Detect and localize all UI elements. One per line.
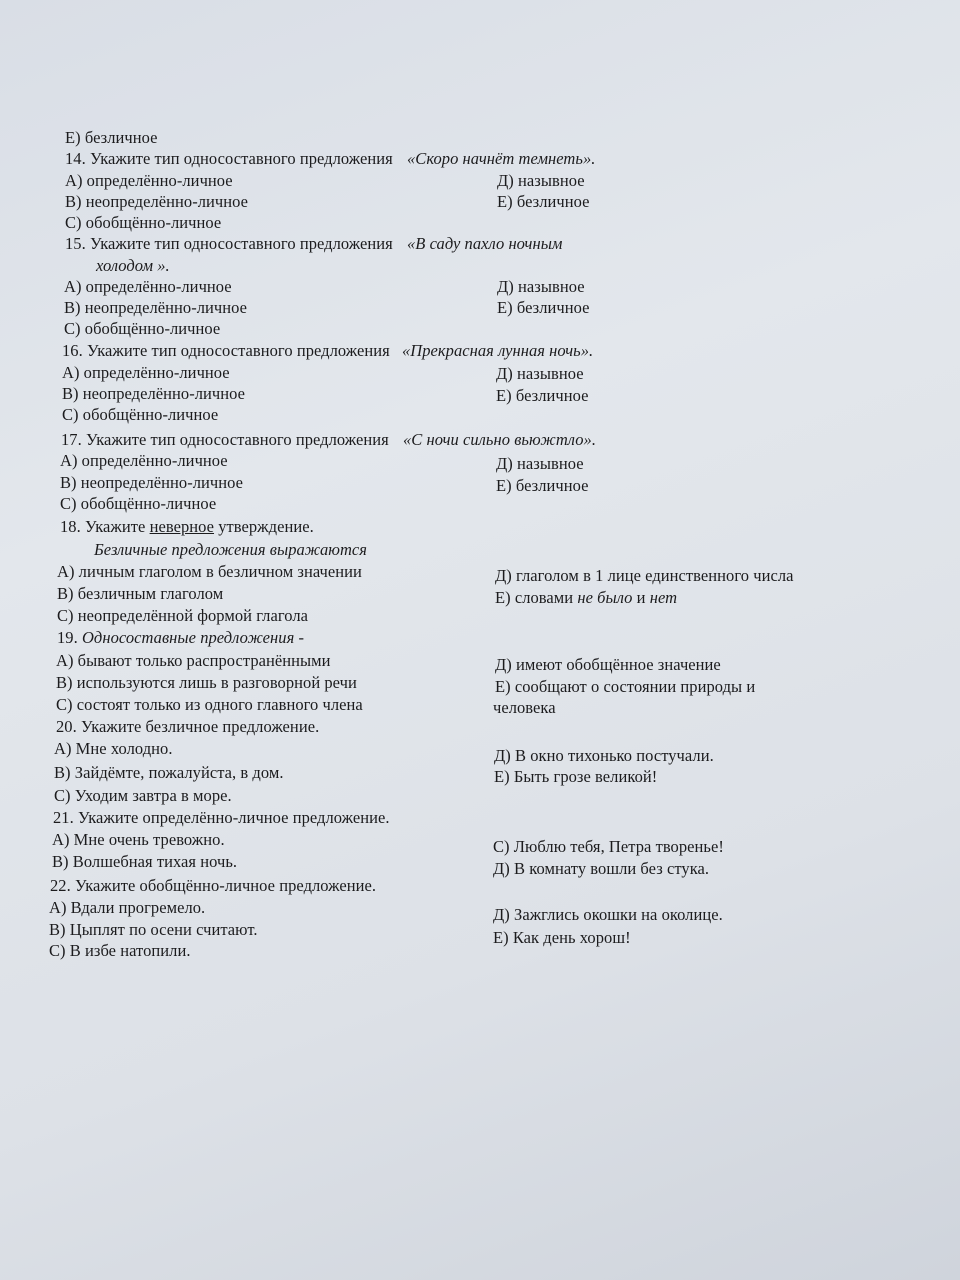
q16-option-c: С) обобщённо-личное [62, 405, 219, 424]
q15-option-c: С) обобщённо-личное [64, 319, 221, 338]
q18-option-e-italic1: не было [577, 588, 633, 607]
q16-option-b: В) неопределённо-личное [62, 384, 246, 403]
q17-option-b: В) неопределённо-личное [60, 473, 244, 492]
q17-option-d: Д) назывное [496, 454, 584, 473]
q18-prompt [60, 517, 314, 537]
q15-prompt [65, 234, 563, 254]
q19-option-e-cont: человека [493, 698, 556, 717]
q14-prompt-text: 14. Укажите тип односоставного предложения [65, 149, 393, 168]
q21-prompt: 21. Укажите определённо-личное предложение. [53, 808, 390, 827]
q22-option-b: В) Цыплят по осени считают. [49, 920, 258, 939]
q22-option-a: А) Вдали прогремело. [49, 898, 206, 917]
q21-option-b: В) Волшебная тихая ночь. [52, 852, 238, 871]
q16-prompt [62, 341, 593, 361]
q19-option-c: С) состоят только из одного главного члена [56, 695, 363, 714]
q15-quote: «В саду пахло ночным [406, 234, 563, 253]
q22-option-d: Д) Зажглись окошки на околице. [493, 905, 723, 924]
q18-prompt-post: утверждение. [218, 517, 314, 536]
q15-option-d: Д) назывное [497, 277, 585, 296]
q19-option-b: В) используются лишь в разговорной речи [56, 673, 357, 692]
q20-prompt: 20. Укажите безличное предложение. [56, 717, 320, 736]
q19-option-e: Е) сообщают о состоянии природы и [495, 677, 756, 696]
q15-quote-cont: холодом ». [96, 256, 170, 275]
q17-quote: «С ночи сильно вьюжтло». [402, 430, 597, 449]
q18-option-b: В) безличным глаголом [57, 584, 224, 603]
q14-quote: «Скоро начнёт темнеть». [406, 149, 596, 168]
q18-option-e [495, 588, 677, 608]
q19-option-d: Д) имеют обобщённое значение [495, 655, 721, 674]
q14-option-a: А) определённо-личное [65, 171, 233, 190]
q20-option-a: А) Мне холодно. [54, 739, 173, 758]
q18-prompt-pre: 18. Укажите [60, 517, 146, 536]
q17-prompt-text: 17. Укажите тип односоставного предложения [61, 430, 389, 449]
q18-option-e-italic2: нет [649, 588, 678, 607]
q18-subtitle: Безличные предложения выражаются [94, 540, 368, 559]
q20-option-c: С) Уходим завтра в море. [54, 786, 232, 805]
q21-option-c: С) Люблю тебя, Петра творенье! [493, 837, 724, 856]
q17-option-c: С) обобщённо-личное [60, 494, 217, 513]
q21-option-a: А) Мне очень тревожно. [52, 830, 225, 849]
q19-option-a: А) бывают только распространёнными [56, 651, 331, 670]
q18-option-d: Д) глаголом в 1 лице единственного числа [495, 566, 794, 585]
q16-option-a: А) определённо-личное [62, 363, 230, 382]
q18-prompt-underlined: неверное [149, 517, 215, 536]
q18-option-c: С) неопределённой формой глагола [57, 606, 308, 625]
q22-option-c: С) В избе натопили. [49, 941, 191, 960]
q14-option-b: В) неопределённо-личное [65, 192, 249, 211]
q18-option-e-mid: и [636, 588, 646, 607]
q16-option-e: Е) безличное [496, 386, 589, 405]
q14-option-e: Е) безличное [497, 192, 590, 211]
q22-prompt: 22. Укажите обобщённо-личное предложение. [50, 876, 377, 895]
q15-option-b: В) неопределённо-личное [64, 298, 248, 317]
q19-prompt-num: 19. [57, 628, 78, 647]
q17-option-e: Е) безличное [496, 476, 589, 495]
q14-option-c: С) обобщённо-личное [65, 213, 222, 232]
q18-option-a: А) личным глаголом в безличном значении [57, 562, 362, 581]
q20-option-e: Е) Быть грозе великой! [494, 767, 658, 786]
q18-option-e-pre: Е) словами [495, 588, 574, 607]
q19-prompt-text: Односоставные предложения - [81, 628, 305, 647]
q14-option-d: Д) назывное [497, 171, 585, 190]
q17-option-a: А) определённо-личное [60, 451, 228, 470]
q15-option-a: А) определённо-личное [64, 277, 232, 296]
q16-prompt-text: 16. Укажите тип односоставного предложения [62, 341, 390, 360]
q20-option-d: Д) В окно тихонько постучали. [494, 746, 714, 765]
q21-option-d: Д) В комнату вошли без стука. [493, 859, 710, 878]
q15-prompt-text: 15. Укажите тип односоставного предложения [65, 234, 393, 253]
q15-option-e: Е) безличное [497, 298, 590, 317]
prev-option-e: E) безличное [65, 128, 158, 147]
q22-option-e: Е) Как день хорош! [493, 928, 631, 947]
q16-option-d: Д) назывное [496, 364, 584, 383]
q14-prompt [65, 149, 595, 169]
q19-prompt [57, 628, 304, 648]
q16-quote: «Прекрасная лунная ночь». [401, 341, 594, 360]
q20-option-b: В) Зайдёмте, пожалуйста, в дом. [54, 763, 284, 782]
q17-prompt [61, 430, 596, 450]
